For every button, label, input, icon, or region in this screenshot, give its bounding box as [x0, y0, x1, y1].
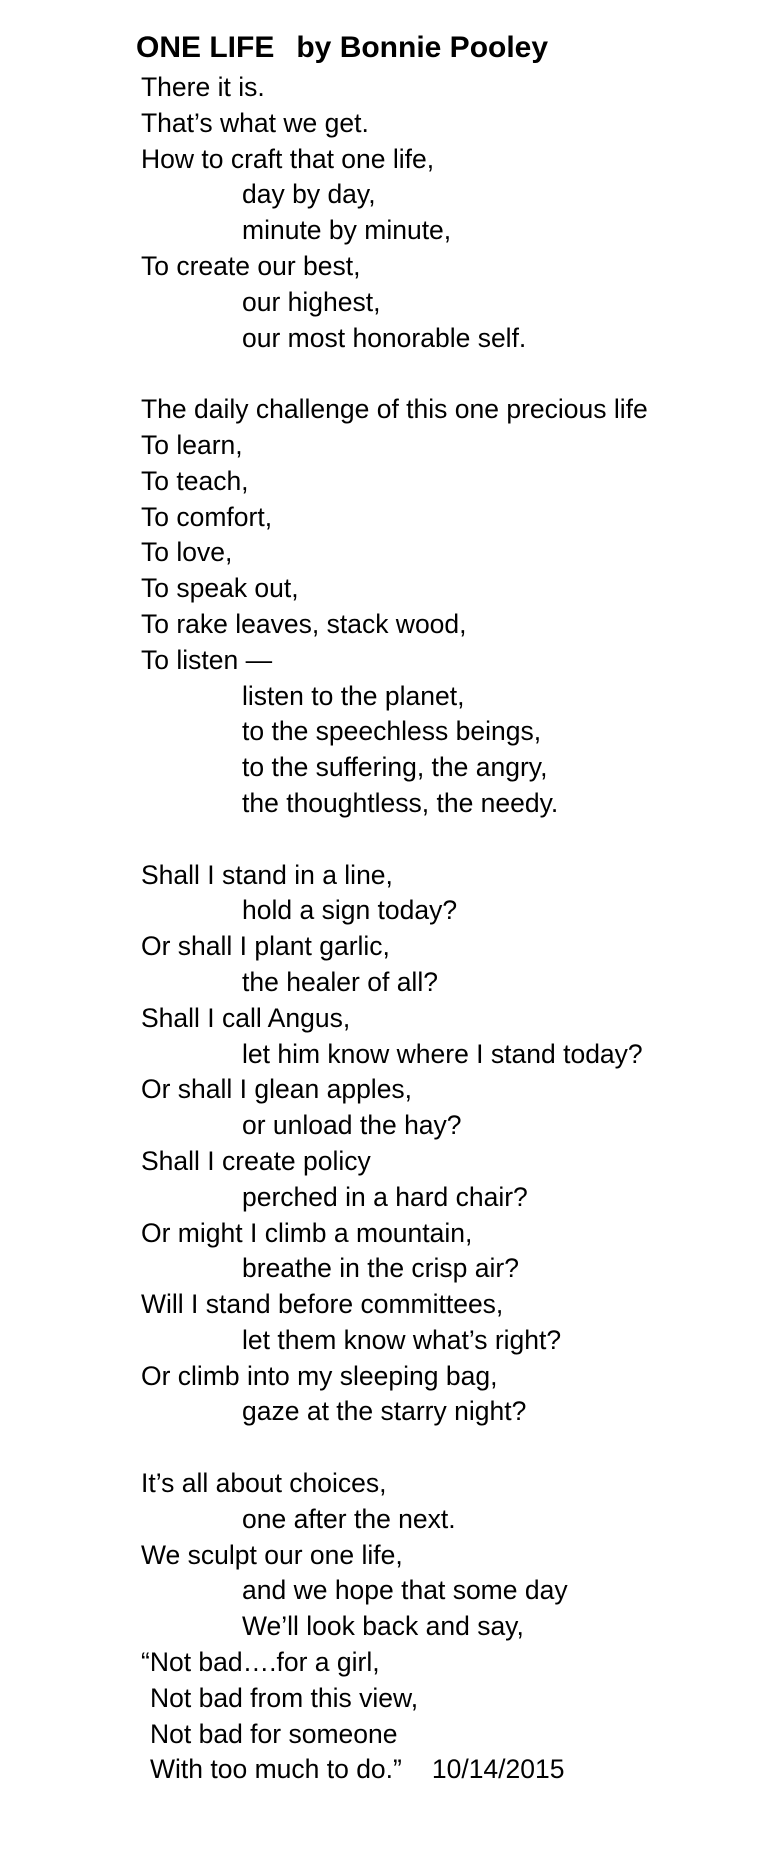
poem-line [141, 750, 648, 786]
poem-line-text: Or shall I plant garlic, [141, 931, 390, 962]
poem-line-text: To teach, [141, 465, 249, 496]
poem-line [141, 858, 648, 894]
poem-line-text: perched in a hard chair? [242, 1181, 528, 1212]
poem-line-text: To rake leaves, stack wood, [141, 608, 467, 639]
poem-line [141, 1573, 648, 1609]
poem-line [141, 392, 648, 428]
poem-line-text: We’ll look back and say, [242, 1611, 524, 1642]
poem-line-text: To learn, [141, 429, 243, 460]
poem-line [141, 464, 648, 500]
poem-line [141, 70, 648, 106]
poem-line-text: Or shall I glean apples, [141, 1074, 413, 1105]
poem-line [141, 249, 648, 285]
poem-line-text: It’s all about choices, [141, 1468, 387, 1499]
poem-line-text: hold a sign today? [242, 895, 458, 926]
poem-line-text: Or might I climb a mountain, [141, 1217, 473, 1248]
poem-line [141, 1394, 648, 1430]
poem-line-text: to the suffering, the angry, [242, 752, 548, 783]
stanza-break [141, 356, 648, 392]
poem-line-text: minute by minute, [242, 215, 452, 246]
poem-line-text: To listen — [141, 644, 273, 675]
poem-line-text: or unload the hay? [242, 1110, 462, 1141]
poem-line [141, 1108, 648, 1144]
poem-line [141, 929, 648, 965]
poem-line [141, 643, 648, 679]
poem-line-text: and we hope that some day [242, 1575, 568, 1606]
poem-body [141, 70, 648, 1788]
poem-line-text: Shall I create policy [141, 1145, 371, 1176]
poem-line [141, 571, 648, 607]
poem-line [141, 1144, 648, 1180]
poem-line-text: our most honorable self. [242, 322, 527, 353]
poem-line-text: The daily challenge of this one precious life [141, 394, 648, 425]
poem-line [141, 1466, 648, 1502]
poem-line [141, 965, 648, 1001]
poem-line-text: listen to the planet, [242, 680, 465, 711]
poem-line-text: There it is. [141, 72, 265, 102]
poem-line [141, 285, 648, 321]
poem-line-text: That’s what we get. [141, 107, 369, 138]
poem-line [141, 1538, 648, 1574]
stanza-break [141, 1430, 648, 1466]
stanza-break [141, 822, 648, 858]
poem-line-text: Shall I call Angus, [141, 1002, 351, 1033]
poem-line-text: Not bad from this view, [150, 1682, 419, 1713]
poem-line [141, 893, 648, 929]
poem-line-text: let him know where I stand today? [242, 1038, 643, 1069]
poem-line [141, 1609, 648, 1645]
poem-line [141, 786, 648, 822]
poem-date: 10/14/2015 [431, 1754, 565, 1785]
poem-line [141, 607, 648, 643]
poem-line-text: Not bad for someone [150, 1718, 398, 1749]
poem-line [141, 535, 648, 571]
poem-line-text: To speak out, [141, 573, 299, 604]
poem-line-text: one after the next. [242, 1503, 456, 1534]
poem-line [141, 428, 648, 464]
poem-line [141, 1502, 648, 1538]
poem-line [141, 1180, 648, 1216]
poem-title-line [136, 28, 548, 68]
poem-line-text: “Not bad….for a girl, [141, 1647, 380, 1678]
poem-line-text: the healer of all? [242, 966, 438, 997]
poem-line-text: How to craft that one life, [141, 143, 435, 174]
poem-line-text: We sculpt our one life, [141, 1539, 403, 1570]
poem-line-text: Will I stand before committees, [141, 1289, 504, 1320]
poem-line [141, 321, 648, 357]
poem-line-text: To comfort, [141, 501, 273, 532]
poem-line [141, 1681, 648, 1717]
poem-line [141, 1251, 648, 1287]
poem-author: by Bonnie Pooley [296, 31, 549, 64]
poem-line [141, 1645, 648, 1681]
poem-line-text: Or climb into my sleeping bag, [141, 1360, 498, 1391]
poem-line-text: gaze at the starry night? [242, 1396, 527, 1427]
poem-line-text: breathe in the crisp air? [242, 1253, 519, 1284]
poem-line [141, 142, 648, 178]
poem-line-text: the thoughtless, the needy. [242, 787, 559, 818]
poem-line [141, 714, 648, 750]
poem-line [141, 1323, 648, 1359]
poem-line-text: day by day, [242, 179, 376, 210]
poem-line [141, 1752, 648, 1788]
poem-line-text: To love, [141, 537, 233, 568]
poem-line [141, 1001, 648, 1037]
poem-line [141, 177, 648, 213]
poem-line [141, 106, 648, 142]
poem-line [141, 1717, 648, 1753]
poem-line-text: Shall I stand in a line, [141, 859, 393, 890]
poem-line [141, 213, 648, 249]
poem-line [141, 1072, 648, 1108]
poem-line [141, 500, 648, 536]
poem-line-text: To create our best, [141, 250, 361, 281]
poem-line [141, 1359, 648, 1395]
poem-title: ONE LIFE [136, 31, 275, 64]
poem-line-text: With too much to do.” [150, 1754, 402, 1785]
poem-line [141, 679, 648, 715]
poem-line-text: our highest, [242, 286, 381, 317]
poem-line [141, 1216, 648, 1252]
poem-line-text: let them know what’s right? [242, 1324, 562, 1355]
poem-line-text: to the speechless beings, [242, 716, 542, 747]
poem-line [141, 1037, 648, 1073]
poem-line [141, 1287, 648, 1323]
